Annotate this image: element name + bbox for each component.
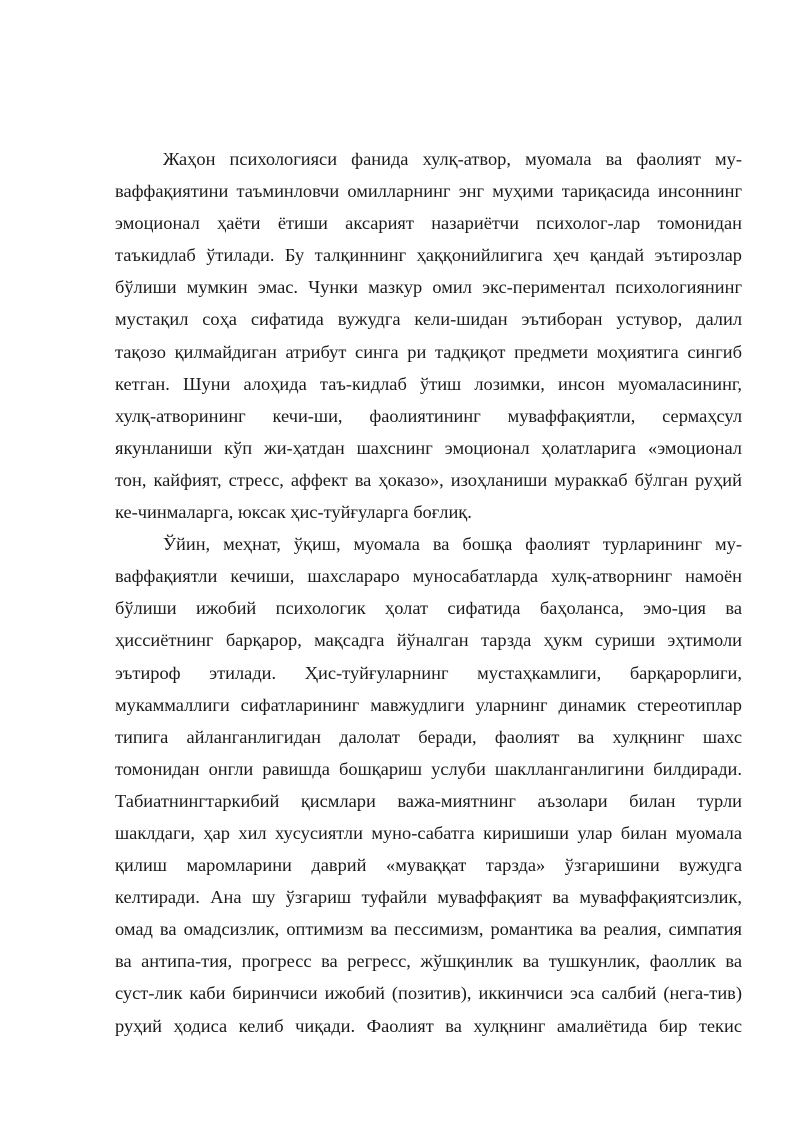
paragraph-1-line: якунланиши кўп жи-ҳатдан шахснинг эмоционал ҳолатларига «эмоционал (115, 437, 742, 458)
paragraph-1-line: Жаҳон психологияси фанида хулқ-атвор, муомала ва фаолият му- (163, 149, 742, 169)
paragraph-2-line: келтиради. Ана шу ўзгариш туфайли муваффақият ва муваффақиятсизлик, (115, 887, 742, 908)
paragraph-2-line: руҳий ҳодиса келиб чиқади. Фаолият ва хулқнинг амалиётида бир текис (115, 1015, 742, 1036)
paragraph-2-line: суст-лик каби биринчиси ижобий (позитив), иккинчиси эса салбий (нега-тив) (115, 983, 742, 1004)
paragraph-1-line: бўлиши мумкин эмас. Чунки мазкур омил экс-периментал психологиянинг (115, 277, 742, 298)
body-text (115, 143, 742, 1042)
paragraph-2-line: бўлиши ижобий психологик ҳолат сифатида баҳоланса, эмо-ция ва (115, 598, 742, 619)
paragraph-1-line: кетган. Шуни алоҳида таъ-кидлаб ўтиш лозимки, инсон муомаласининг, (115, 373, 742, 394)
paragraph-1-line: ваффақиятини таъминловчи омилларнинг энг муҳими тариқасида инсоннинг (115, 181, 742, 202)
paragraph-2-line: қилиш маромларини даврий «муваққат тарзда» ўзгаришини вужудга (115, 855, 742, 876)
paragraph-2-line: мукаммаллиги сифатларининг мавжудлиги уларнинг динамик стереотиплар (115, 694, 742, 715)
paragraph-2-line: эътироф этилади. Ҳис-туйғуларнинг мустаҳкамлиги, барқарорлиги, (115, 662, 742, 683)
paragraph-2-line: типига айланганлигидан далолат беради, фаолият ва хулқнинг шахс (115, 726, 742, 747)
paragraph-1-line: ке-чинмаларга, юксак ҳис-туйғуларга боғлиқ. (115, 502, 472, 523)
paragraph-2-line: Ўйин, меҳнат, ўқиш, муомала ва бошқа фаолият турларининг му- (163, 534, 742, 555)
paragraph-2-line: ҳиссиётнинг барқарор, мақсадга йўналган тарзда ҳукм суриши эҳтимоли (115, 630, 742, 651)
paragraph-2-line: омад ва омадсизлик, оптимизм ва пессимизм, романтика ва реалия, симпатия (115, 919, 742, 940)
paragraph-1-line: тақозо қилмайдиган атрибут синга ри тадқиқот предмети моҳиятига сингиб (115, 341, 742, 362)
paragraph-1-line: мустақил соҳа сифатида вужудга кели-шидан эътиборан устувор, далил (115, 309, 742, 330)
paragraph-1-line: эмоционал ҳаёти ётиши аксарият назариётчи психолог-лар томонидан (115, 213, 742, 234)
paragraph-2-line: ваффақиятли кечиши, шахслараро муносабатларда хулқ-атворнинг намоён (115, 566, 742, 587)
paragraph-2-line: ва антипа-тия, прогресс ва регресс, жўшқинлик ва тушкунлик, фаоллик ва (115, 951, 742, 972)
paragraph-1-line: таъкидлаб ўтилади. Бу талқиннинг ҳаққонийлигига ҳеч қандай эътирозлар (115, 245, 742, 266)
paragraph-2-line: Табиатнингтаркибий қисмлари важа-миятнинг аъзолари билан турли (115, 790, 742, 811)
paragraph-1-line: хулқ-атворининг кечи-ши, фаолиятининг муваффақиятли, сермаҳсул (115, 405, 742, 426)
paragraph-1-line: тон, кайфият, стресс, аффект ва ҳоказо», изоҳланиши мураккаб бўлган руҳий (115, 469, 742, 490)
paragraph-2-line: шаклдаги, ҳар хил хусусиятли муно-сабатга киришиши улар билан муомала (115, 822, 742, 843)
paragraph-2-line: томонидан онгли равишда бошқариш услуби шаклланганлигини билдиради. (115, 758, 742, 779)
